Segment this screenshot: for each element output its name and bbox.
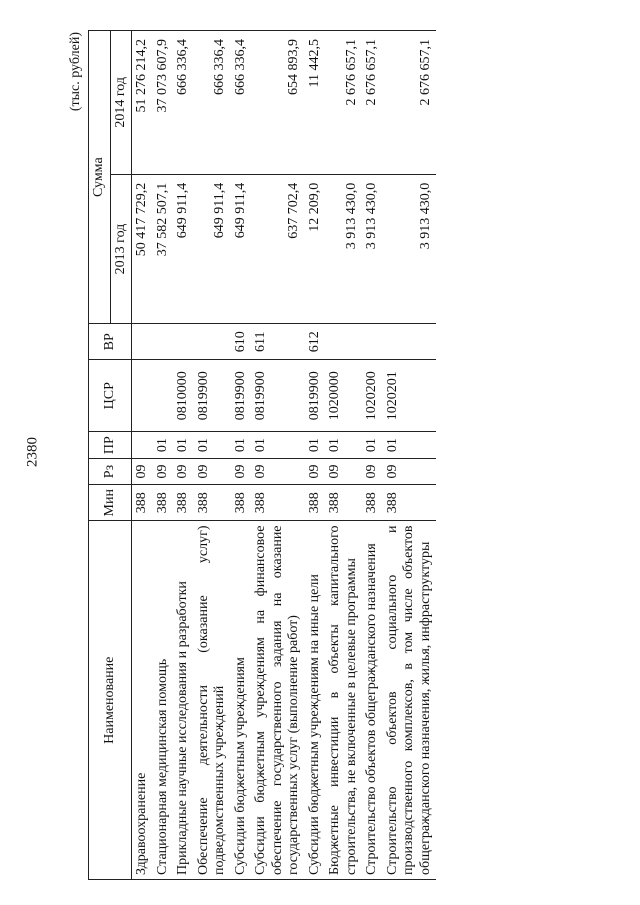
row-min: 388 [325, 485, 362, 521]
row-min: 388 [173, 485, 194, 521]
row-pr: 01 [325, 432, 362, 459]
row-name: Субсидии бюджетным учреждениям на финансовое обеспечение государственного задания на оказание государственных услуг (выполнение работ) [251, 521, 305, 880]
header-min: Мин [89, 485, 132, 521]
row-csr: 0819900 [231, 360, 252, 432]
row-csr [153, 360, 174, 432]
row-pr: 01 [173, 432, 194, 459]
row-rz: 09 [383, 459, 437, 485]
row-2014: 654 893,9 [251, 31, 305, 175]
row-min: 388 [194, 485, 231, 521]
row-2014: 51 276 214,2 [132, 31, 153, 175]
row-2014: 666 336,4 [194, 31, 231, 175]
row-min: 388 [231, 485, 252, 521]
header-rz: Рз [89, 459, 132, 485]
row-min: 388 [362, 485, 383, 521]
row-pr: 01 [231, 432, 252, 459]
header-sum: Сумма [89, 31, 111, 324]
row-rz: 09 [305, 459, 326, 485]
header-csr: ЦСР [89, 360, 132, 432]
header-2014: 2014 год [110, 31, 132, 175]
table-row [383, 31, 437, 880]
row-2013: 50 417 729,2 [132, 174, 153, 324]
row-name: Обеспечение деятельности (оказание услуг) подведомственных учреждений [194, 521, 231, 880]
row-2013: 649 911,4 [231, 174, 252, 324]
rotated-page-content [68, 30, 533, 880]
header-row [89, 31, 111, 880]
row-rz: 09 [153, 459, 174, 485]
row-vr [173, 324, 194, 360]
row-vr [362, 324, 383, 360]
table-row [231, 31, 252, 880]
row-2013: 3 913 430,0 [362, 174, 383, 324]
row-csr: 0819900 [194, 360, 231, 432]
row-csr: 1020200 [362, 360, 383, 432]
row-rz: 09 [173, 459, 194, 485]
row-rz: 09 [194, 459, 231, 485]
row-rz: 09 [251, 459, 305, 485]
row-pr: 01 [194, 432, 231, 459]
header-vr: ВР [89, 324, 132, 360]
table-row [362, 31, 383, 880]
row-vr: 611 [251, 324, 305, 360]
table-row [153, 31, 174, 880]
row-2013: 12 209,0 [305, 174, 326, 324]
table-row [173, 31, 194, 880]
table-row [305, 31, 326, 880]
row-vr: 612 [305, 324, 326, 360]
row-2013: 637 702,4 [251, 174, 305, 324]
header-2013: 2013 год [110, 174, 132, 324]
row-rz: 09 [231, 459, 252, 485]
row-vr [194, 324, 231, 360]
header-pr: ПР [89, 432, 132, 459]
row-name: Прикладные научные исследования и разработки [173, 521, 194, 880]
row-name: Бюджетные инвестиции в объекты капитального строительства, не включенные в целевые программы [325, 521, 362, 880]
row-name: Строительство объектов социального и производственного комплексов, в том числе объектов общегражданского назначения, жилья, инфраструктуры [383, 521, 437, 880]
row-csr [132, 360, 153, 432]
row-vr [153, 324, 174, 360]
row-2014: 2 676 657,1 [325, 31, 362, 175]
table-row [325, 31, 362, 880]
row-min: 388 [153, 485, 174, 521]
row-csr: 1020000 [325, 360, 362, 432]
row-pr [132, 432, 153, 459]
table-row [132, 31, 153, 880]
units-label: (тыс. рублей) [68, 32, 83, 112]
row-pr: 01 [153, 432, 174, 459]
row-vr [132, 324, 153, 360]
header-name: Наименование [89, 521, 132, 880]
row-pr: 01 [383, 432, 437, 459]
row-csr: 0810000 [173, 360, 194, 432]
row-pr: 01 [251, 432, 305, 459]
row-csr: 1020201 [383, 360, 437, 432]
row-name: Здравоохранение [132, 521, 153, 880]
row-name: Субсидии бюджетным учреждениям [231, 521, 252, 880]
row-csr: 0819900 [251, 360, 305, 432]
row-2013: 37 582 507,1 [153, 174, 174, 324]
row-rz: 09 [325, 459, 362, 485]
row-2013: 3 913 430,0 [325, 174, 362, 324]
row-name: Строительство объектов общегражданского назначения [362, 521, 383, 880]
table-row [251, 31, 305, 880]
row-pr: 01 [362, 432, 383, 459]
row-min: 388 [132, 485, 153, 521]
row-2014: 2 676 657,1 [383, 31, 437, 175]
row-2013: 649 911,4 [194, 174, 231, 324]
page-number: 2380 [24, 437, 41, 467]
row-pr: 01 [305, 432, 326, 459]
row-min: 388 [305, 485, 326, 521]
row-min: 388 [383, 485, 437, 521]
row-2014: 37 073 607,9 [153, 31, 174, 175]
row-2013: 3 913 430,0 [383, 174, 437, 324]
row-2014: 11 442,5 [305, 31, 326, 175]
row-name: Стационарная медицинская помощь [153, 521, 174, 880]
row-2014: 666 336,4 [231, 31, 252, 175]
row-vr [383, 324, 437, 360]
budget-table [88, 30, 436, 880]
table-row [194, 31, 231, 880]
row-rz: 09 [362, 459, 383, 485]
row-min: 388 [251, 485, 305, 521]
row-2014: 666 336,4 [173, 31, 194, 175]
row-rz: 09 [132, 459, 153, 485]
row-csr: 0819900 [305, 360, 326, 432]
row-name: Субсидии бюджетным учреждениям на иные цели [305, 521, 326, 880]
row-2014: 2 676 657,1 [362, 31, 383, 175]
row-vr [325, 324, 362, 360]
row-2013: 649 911,4 [173, 174, 194, 324]
row-vr: 610 [231, 324, 252, 360]
